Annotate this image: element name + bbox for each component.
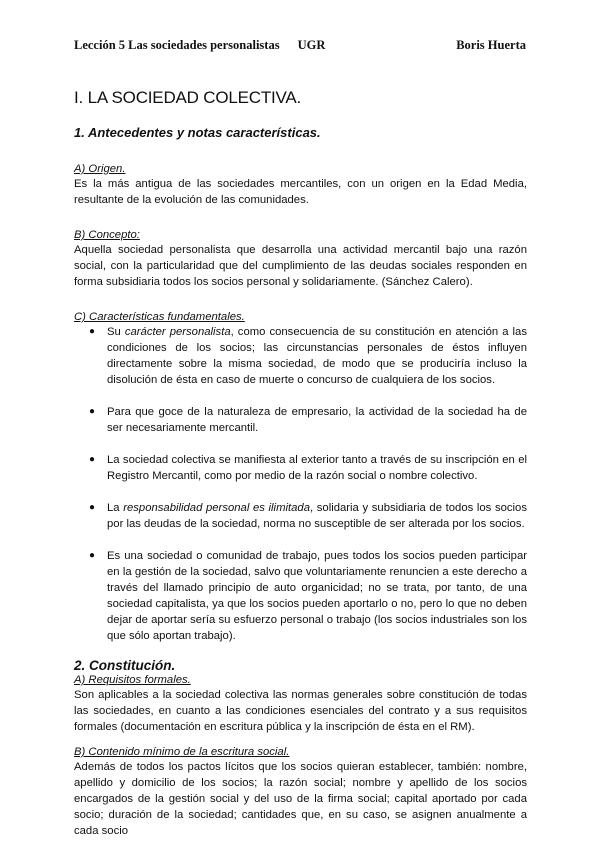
- bullet-icon: ●: [89, 502, 96, 513]
- page-header: [74, 38, 526, 53]
- bullet-icon: ●: [89, 326, 96, 337]
- author-name: Boris Huerta: [456, 38, 526, 52]
- document-body: [74, 88, 527, 839]
- subsection-contenido-text: Además de todos los pactos lícitos que los socios quieran establecer, también: nombre, apellido y domicilio de los socios; la razón social; nombre y apellido de los socios encargados de la gestión social y del uso de la firma social; capital aportado por cada socio; duración de la sociedad; cantidades que, en su caso, se asignen anualmente a cada socio: [74, 761, 527, 837]
- characteristics-list: [74, 324, 527, 644]
- bullet-icon: ●: [89, 454, 96, 465]
- main-title: I. LA SOCIEDAD COLECTIVA.: [74, 88, 302, 107]
- section-1-heading: 1. Antecedentes y notas características.: [74, 125, 321, 140]
- subsection-concepto-text: Aquella sociedad personalista que desarrolla una actividad mercantil bajo una razón social, con la particularidad que del cumplimiento de las deudas sociales responden en forma subsidiaria todos los socios personal y solidariamente. (Sánchez Calero).: [74, 244, 527, 288]
- bullet-icon: ●: [89, 406, 96, 417]
- subsection-requisitos-text: Son aplicables a la sociedad colectiva las normas generales sobre constitución de todas las sociedades, en cuanto a las condiciones esenciales del contrato y a sus requisitos formales (documentación en escritura pública y la inscripción de ésta en el RM).: [74, 689, 527, 733]
- bullet-icon: ●: [89, 550, 96, 561]
- list-item: ● Para que goce de la naturaleza de empresario, la actividad de la sociedad ha de ser necesariamente mercantil.: [89, 406, 527, 434]
- subsection-requisitos-label: A) Requisitos formales.: [74, 674, 191, 686]
- list-item: ● Su carácter personalista, como consecuencia de su constitución en atención a las condiciones de los socios; las circunstancias personales de éstos influyen directamente sobre la misma sociedad, de modo que se produciría incluso la disolución de ésta en caso de muerte o concurso de cualquiera de los socios.: [89, 326, 527, 386]
- subsection-contenido-label: B) Contenido mínimo de la escritura social.: [74, 746, 290, 758]
- lesson-title: Lección 5 Las sociedades personalistas: [74, 38, 280, 52]
- subsection-origen-text: Es la más antigua de las sociedades mercantiles, con un origen en la Edad Media, resultante de la evolución de las comunidades.: [74, 178, 527, 206]
- list-item: ● Es una sociedad o comunidad de trabajo, pues todos los socios pueden participar en la gestión de la sociedad, salvo que voluntariamente renuncien a este derecho a través del llamado principio de auto organicidad; no se trata, por tanto, de una sociedad capitalista, ya que los socios pueden aportarlo o no, pero lo que no deben dejar de aportar sería su esfuerzo personal o trabajo (los socios industriales son los que sólo aportan trabajo).: [89, 550, 527, 642]
- subsection-origen-label: A) Origen.: [74, 163, 126, 175]
- subsection-concepto-label: B) Concepto:: [74, 229, 140, 241]
- section-2-heading: 2. Constitución.: [74, 658, 176, 673]
- subsection-caracteristicas-label: C) Características fundamentales.: [74, 311, 245, 323]
- course-name: UGR: [297, 38, 326, 52]
- list-item: ● La sociedad colectiva se manifiesta al exterior tanto a través de su inscripción en el Registro Mercantil, como por medio de la razón social o nombre colectivo.: [89, 454, 527, 482]
- list-item: ● La responsabilidad personal es ilimitada, solidaria y subsidiaria de todos los socios por las deudas de la sociedad, norma no susceptible de ser alterada por los socios.: [89, 502, 527, 530]
